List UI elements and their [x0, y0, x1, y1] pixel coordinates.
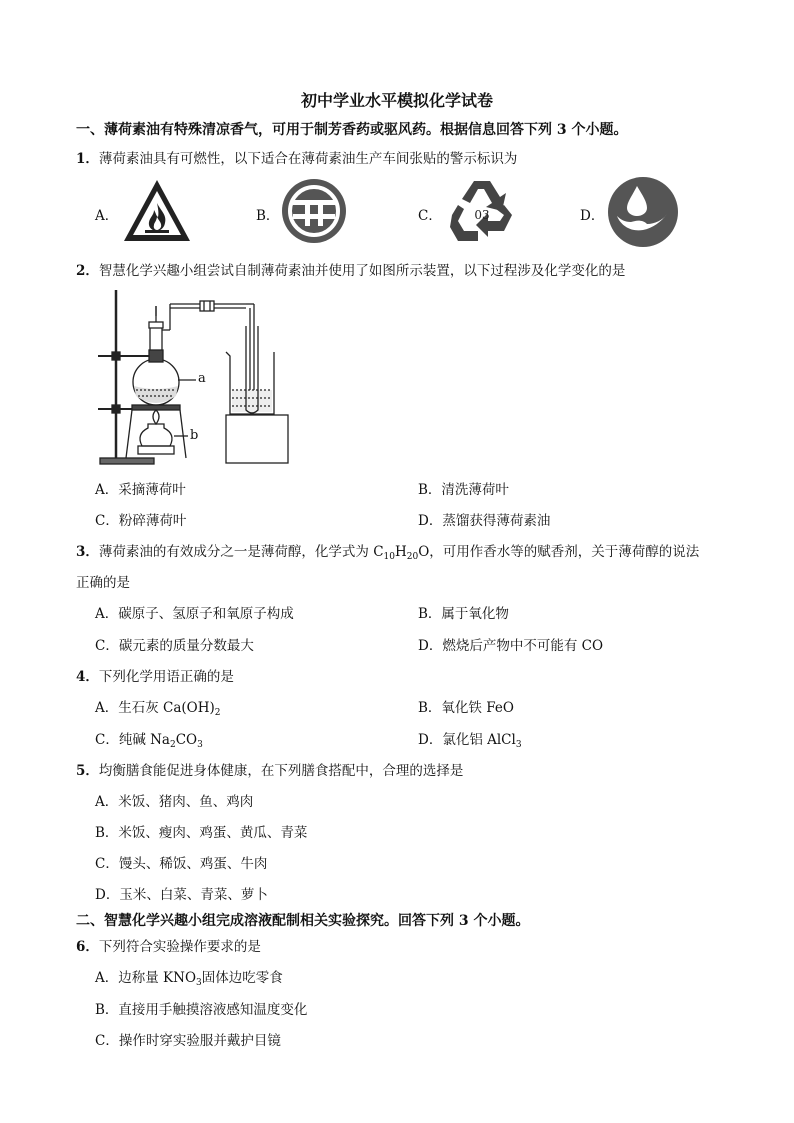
q5-option-a[interactable]: A．米饭、猪肉、鱼、鸡肉 [95, 794, 254, 810]
question-text: 薄荷素油具有可燃性，以下适合在薄荷素油生产车间张贴的警示标识为 [98, 151, 518, 167]
question-1 [76, 147, 517, 167]
question-text: 智慧化学兴趣小组尝试自制薄荷素油并使用了如图所示装置，以下过程涉及化学变化的是 [98, 263, 626, 279]
q4-option-a[interactable] [95, 696, 221, 716]
question-5 [76, 759, 463, 779]
question-6 [76, 935, 261, 955]
question-number: 3． [76, 544, 99, 560]
question-number: 4． [76, 669, 99, 685]
subscript: 2 [214, 708, 221, 718]
q4-option-c[interactable] [95, 728, 203, 748]
section-heading-2: 二、智慧化学兴趣小组完成溶液配制相关实验探究。回答下列 3 个小题。 [76, 913, 530, 929]
question-4 [76, 665, 234, 685]
question-3-line2: 正确的是 [76, 575, 130, 591]
question-text: 薄荷素油的有效成分之一是薄荷醇，化学式为 C [98, 544, 384, 560]
subscript: 10 [383, 552, 395, 562]
question-3 [76, 540, 699, 560]
question-number: 5． [76, 763, 99, 779]
question-number: 6． [76, 939, 99, 955]
option-text: 固体边吃零食 [201, 970, 283, 986]
question-text: 均衡膳食能促进身体健康，在下列膳食搭配中，合理的选择是 [98, 763, 464, 779]
question-text: 下列化学用语正确的是 [98, 669, 234, 685]
option-text: A．生石灰 Ca(OH) [95, 700, 215, 716]
q1-option-a-label[interactable]: A． [95, 208, 119, 224]
section-heading-1: 一、薄荷素油有特殊清凉香气，可用于制芳香药或驱风药。根据信息回答下列 3 个小题。 [76, 122, 628, 138]
option-text: CO [175, 732, 198, 748]
subscript: 3 [197, 740, 203, 750]
q5-option-c[interactable]: C．馒头、稀饭、鸡蛋、牛肉 [95, 856, 268, 872]
option-text: A．边称量 KNO [95, 970, 197, 986]
q2-option-b[interactable]: B．清洗薄荷叶 [418, 482, 509, 498]
q3-option-c[interactable]: C．碳元素的质量分数最大 [95, 638, 254, 654]
subscript: 3 [515, 740, 522, 750]
question-2 [76, 259, 625, 279]
q1-option-b-label[interactable]: B． [256, 208, 280, 224]
q1-option-c-label[interactable]: C． [418, 208, 442, 224]
subscript: 3 [196, 978, 202, 988]
option-text: D．氯化铝 AlCl [418, 732, 516, 748]
q3-option-d[interactable]: D．燃烧后产物中不可能有 CO [418, 638, 604, 654]
subscript: 20 [406, 552, 419, 562]
question-text: 下列符合实验操作要求的是 [98, 939, 261, 955]
q2-option-a[interactable]: A．采摘薄荷叶 [95, 482, 186, 498]
no-smoking-sign-icon[interactable] [281, 178, 347, 248]
q2-option-c[interactable]: C．粉碎薄荷叶 [95, 513, 187, 529]
question-number: 2． [76, 263, 99, 279]
subscript: 2 [169, 740, 176, 750]
recycle-number: 03 [474, 208, 490, 222]
q6-option-b[interactable]: B．直接用手触摸溶液感知温度变化 [95, 1002, 308, 1018]
question-number: 1． [76, 151, 99, 167]
q4-option-b[interactable]: B．氧化铁 FeO [418, 700, 514, 716]
page-title: 初中学业水平模拟化学试卷 [300, 91, 493, 110]
water-saving-icon[interactable] [607, 176, 679, 252]
label-a: a [198, 371, 206, 386]
q5-option-d[interactable]: D．玉米、白菜、青菜、萝卜 [95, 887, 268, 903]
question-text-end: O，可用作香水等的赋香剂，关于薄荷醇的说法 [418, 544, 700, 560]
q3-option-a[interactable]: A．碳原子、氢原子和氧原子构成 [95, 606, 294, 622]
q5-option-b[interactable]: B．米饭、瘦肉、鸡蛋、黄瓜、青菜 [95, 825, 308, 841]
q3-option-b[interactable]: B．属于氧化物 [418, 606, 509, 622]
q6-option-c[interactable]: C．操作时穿实验服并戴护目镜 [95, 1033, 281, 1049]
formula-part: H [394, 544, 407, 560]
q2-option-d[interactable]: D．蒸馏获得薄荷素油 [418, 513, 551, 529]
q4-option-d[interactable] [418, 728, 522, 748]
option-text: C．纯碱 Na [95, 732, 170, 748]
q1-option-d-label[interactable]: D． [580, 208, 605, 224]
distillation-apparatus-diagram [96, 286, 296, 472]
recycle-03-icon[interactable] [444, 175, 520, 251]
label-b: b [190, 428, 199, 443]
q6-option-a[interactable] [95, 966, 283, 986]
flammable-warning-icon[interactable] [121, 177, 193, 249]
